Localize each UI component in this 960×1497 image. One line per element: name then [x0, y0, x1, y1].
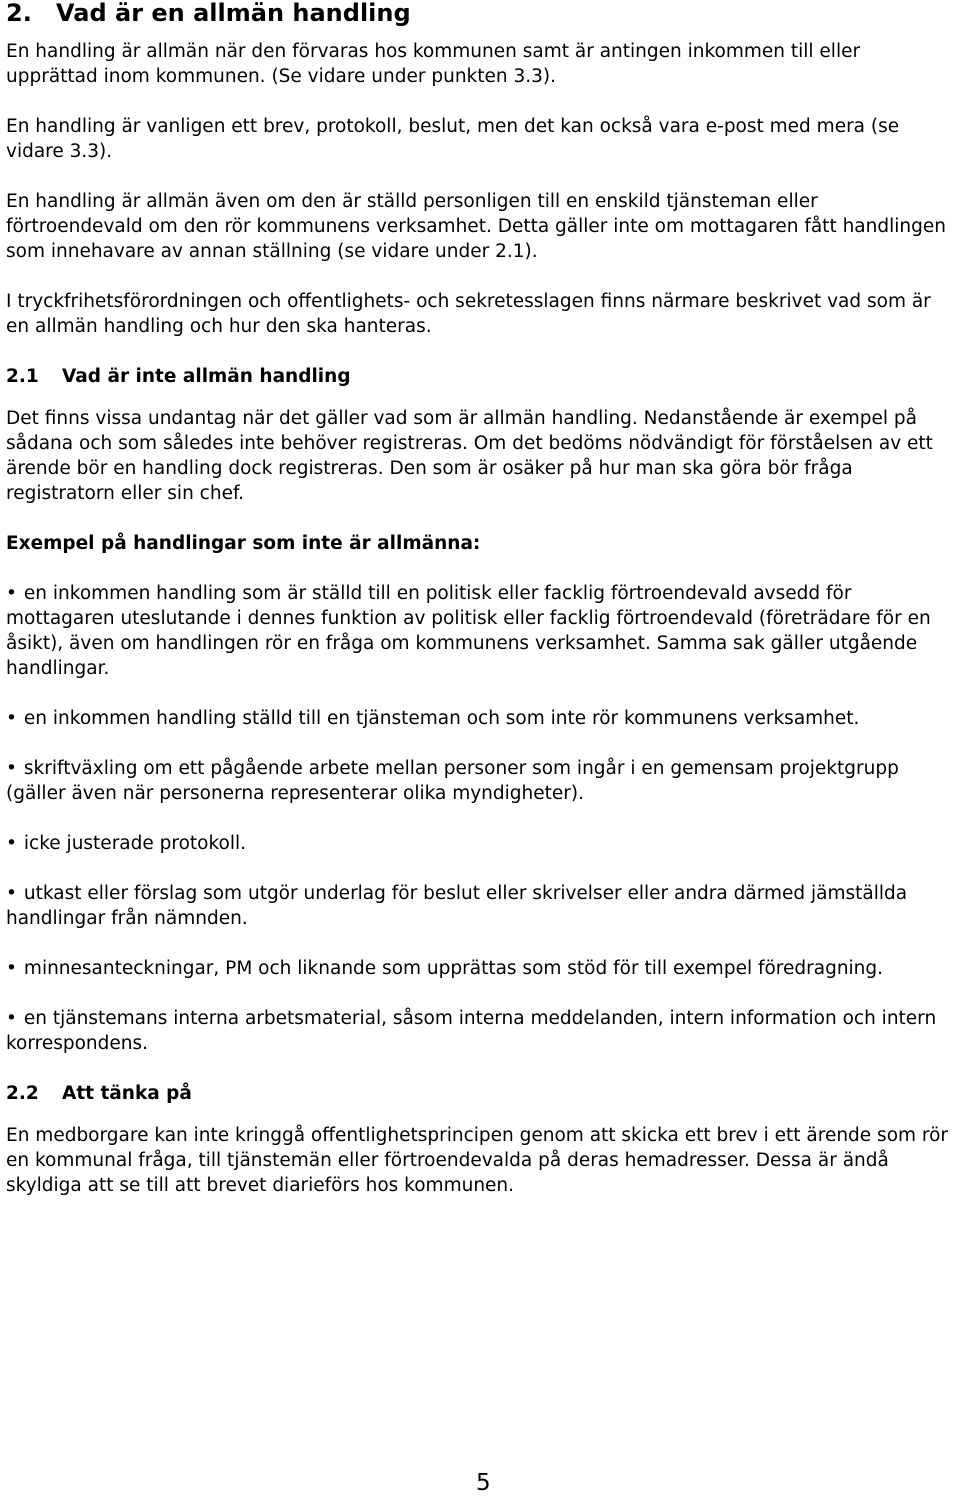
- list-item: [6, 756, 956, 806]
- list-item-text: icke justerade protokoll.: [23, 833, 247, 854]
- list-item-text: utkast eller förslag som utgör underlag för beslut eller skrivelser eller andra därmed jämställda handlingar från nämnden.: [6, 883, 908, 929]
- list-item-text: en inkommen handling som är ställd till en politisk eller facklig förtroendevald avsedd för mottagaren uteslutande i dennes funktion av politisk eller facklig förtroendevald (företrädare för en åsikt), även om handlingen rör en fråga om kommunens verksamhet. Samma sak gäller utgående handlingar.: [6, 583, 931, 679]
- subsection-heading: [6, 364, 956, 389]
- bullet-icon: •: [6, 958, 17, 979]
- list-item: [6, 881, 956, 931]
- list-item: [6, 706, 956, 731]
- bullet-icon: •: [6, 708, 17, 729]
- subsection-title: Vad är inte allmän handling: [62, 366, 351, 387]
- list-item: [6, 581, 956, 681]
- subsection-heading: [6, 1081, 956, 1106]
- section-heading: [6, 0, 956, 28]
- paragraph: En handling är allmän när den förvaras hos kommunen samt är antingen inkommen till eller upprättad inom kommunen. (Se vidare under punkten 3.3).: [6, 41, 861, 87]
- section-title: Vad är en allmän handling: [56, 0, 411, 27]
- subsection-number: 2.1: [6, 366, 39, 387]
- bullet-icon: •: [6, 758, 17, 779]
- paragraph: En medborgare kan inte kringgå offentlighetsprincipen genom att skicka ett brev i ett ärende som rör en kommunal fråga, till tjänstemän eller förtroendevalda på deras hemadresser. Dessa är ändå skyldiga att se till att brevet diarieförs hos kommunen.: [6, 1125, 949, 1196]
- list-item: [6, 831, 956, 856]
- list-item: [6, 1006, 956, 1056]
- page-content: [6, 0, 956, 1223]
- list-item-text: en tjänstemans interna arbetsmaterial, såsom interna meddelanden, intern information och intern korrespondens.: [6, 1008, 937, 1054]
- list-item-text: minnesanteckningar, PM och liknande som upprättas som stöd för till exempel föredragning.: [23, 958, 884, 979]
- page-number: 5: [476, 1470, 491, 1496]
- bullet-icon: •: [6, 833, 17, 854]
- paragraph: En handling är vanligen ett brev, protokoll, beslut, men det kan också vara e-post med mera (se vidare 3.3).: [6, 116, 900, 162]
- examples-heading: Exempel på handlingar som inte är allmänna:: [6, 533, 481, 554]
- list-item-text: en inkommen handling ställd till en tjänsteman och som inte rör kommunens verksamhet.: [23, 708, 860, 729]
- subsection-title: Att tänka på: [62, 1083, 192, 1104]
- list-item-text: skriftväxling om ett pågående arbete mellan personer som ingår i en gemensam projektgrupp (gäller även när personerna representerar olika myndigheter).: [6, 758, 899, 804]
- list-item: [6, 956, 956, 981]
- bullet-icon: •: [6, 883, 17, 904]
- paragraph: Det finns vissa undantag när det gäller vad som är allmän handling. Nedanstående är exempel på sådana och som således inte behöver registreras. Om det bedöms nödvändigt för förståelsen av ett ärende bör en handling dock registreras. Den som är osäker på hur man ska göra bör fråga registratorn eller sin chef.: [6, 408, 933, 504]
- paragraph: I tryckfrihetsförordningen och offentlighets- och sekretesslagen finns närmare beskrivet vad som är en allmän handling och hur den ska hanteras.: [6, 291, 931, 337]
- bullet-icon: •: [6, 1008, 17, 1029]
- subsection-number: 2.2: [6, 1083, 39, 1104]
- paragraph: En handling är allmän även om den är ställd personligen till en enskild tjänsteman eller förtroendevald om den rör kommunens verksamhet. Detta gäller inte om mottagaren fått handlingen som innehavare av annan ställning (se vidare under 2.1).: [6, 191, 946, 262]
- bullet-icon: •: [6, 583, 17, 604]
- section-number: 2.: [6, 0, 32, 27]
